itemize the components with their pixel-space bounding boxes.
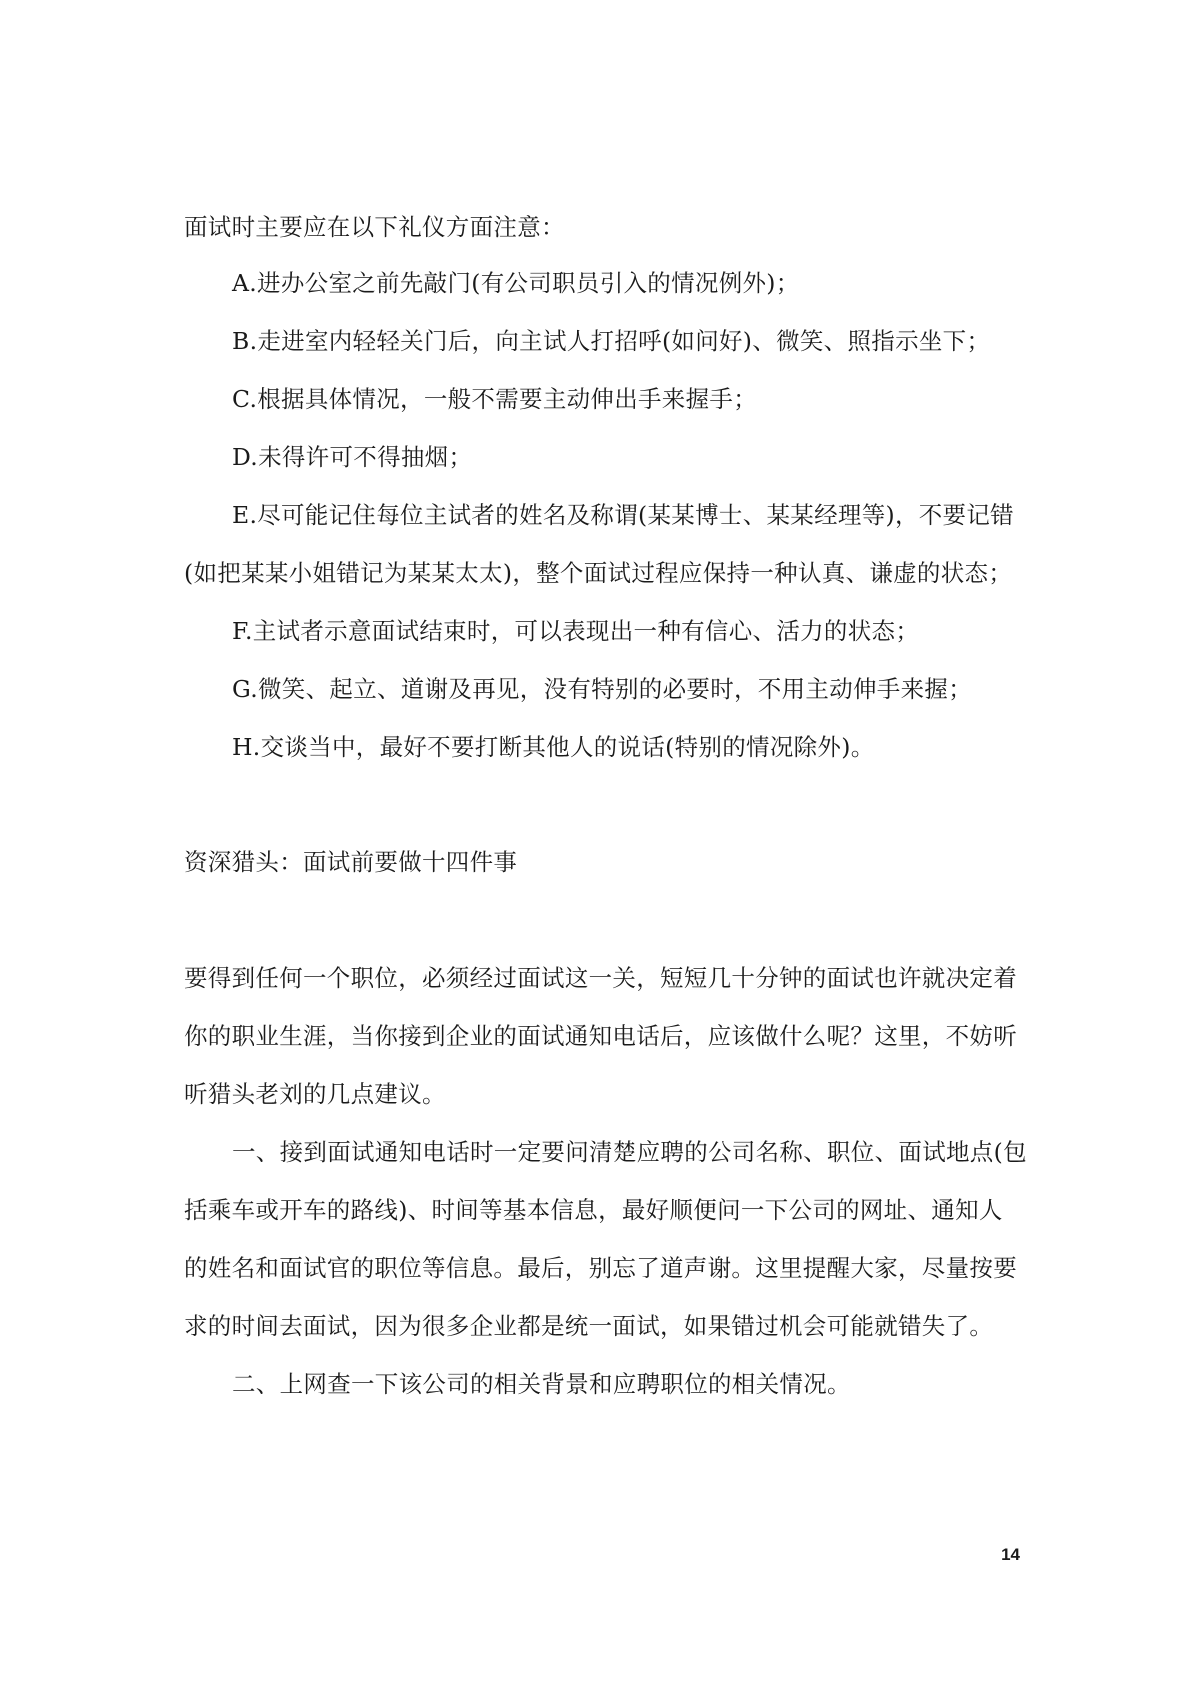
point-1-line-4: 求的时间去面试，因为很多企业都是统一面试，如果错过机会可能就错失了。 <box>184 1312 994 1340</box>
etiquette-item-d: D.未得许可不得抽烟； <box>232 443 473 471</box>
etiquette-item-h: H.交谈当中，最好不要打断其他人的说话(特别的情况除外)。 <box>232 733 875 761</box>
etiquette-item-f: F.主试者示意面试结束时，可以表现出一种有信心、活力的状态； <box>232 617 920 645</box>
page-number: 14 <box>1001 1545 1020 1564</box>
section-intro-line-1: 要得到任何一个职位，必须经过面试这一关，短短几十分钟的面试也许就决定着 <box>184 964 1017 992</box>
etiquette-item-g: G.微笑、起立、道谢及再见，没有特别的必要时，不用主动伸手来握； <box>232 675 973 703</box>
point-1-line-1: 一、接到面试通知电话时一定要问清楚应聘的公司名称、职位、面试地点(包 <box>232 1138 1027 1166</box>
section-title: 资深猎头：面试前要做十四件事 <box>184 848 518 876</box>
etiquette-item-b: B.走进室内轻轻关门后，向主试人打招呼(如问好)、微笑、照指示坐下； <box>232 327 991 355</box>
section-intro-line-3: 听猎头老刘的几点建议。 <box>184 1080 446 1108</box>
etiquette-item-a: A.进办公室之前先敲门(有公司职员引入的情况例外)； <box>232 269 800 297</box>
etiquette-item-c: C.根据具体情况，一般不需要主动伸出手来握手； <box>232 385 758 413</box>
section-intro-line-2: 你的职业生涯，当你接到企业的面试通知电话后，应该做什么呢？这里，不妨听 <box>184 1022 1017 1050</box>
point-1-line-2: 括乘车或开车的路线)、时间等基本信息，最好顺便问一下公司的网址、通知人 <box>184 1196 1003 1224</box>
etiquette-item-e-continued: (如把某某小姐错记为某某太太)，整个面试过程应保持一种认真、谦虚的状态； <box>184 559 1013 587</box>
etiquette-intro: 面试时主要应在以下礼仪方面注意： <box>184 213 565 241</box>
etiquette-item-e: E.尽可能记住每位主试者的姓名及称谓(某某博士、某某经理等)，不要记错 <box>232 501 1014 529</box>
point-2: 二、上网查一下该公司的相关背景和应聘职位的相关情况。 <box>232 1370 851 1398</box>
point-1-line-3: 的姓名和面试官的职位等信息。最后，别忘了道声谢。这里提醒大家，尽量按要 <box>184 1254 1017 1282</box>
